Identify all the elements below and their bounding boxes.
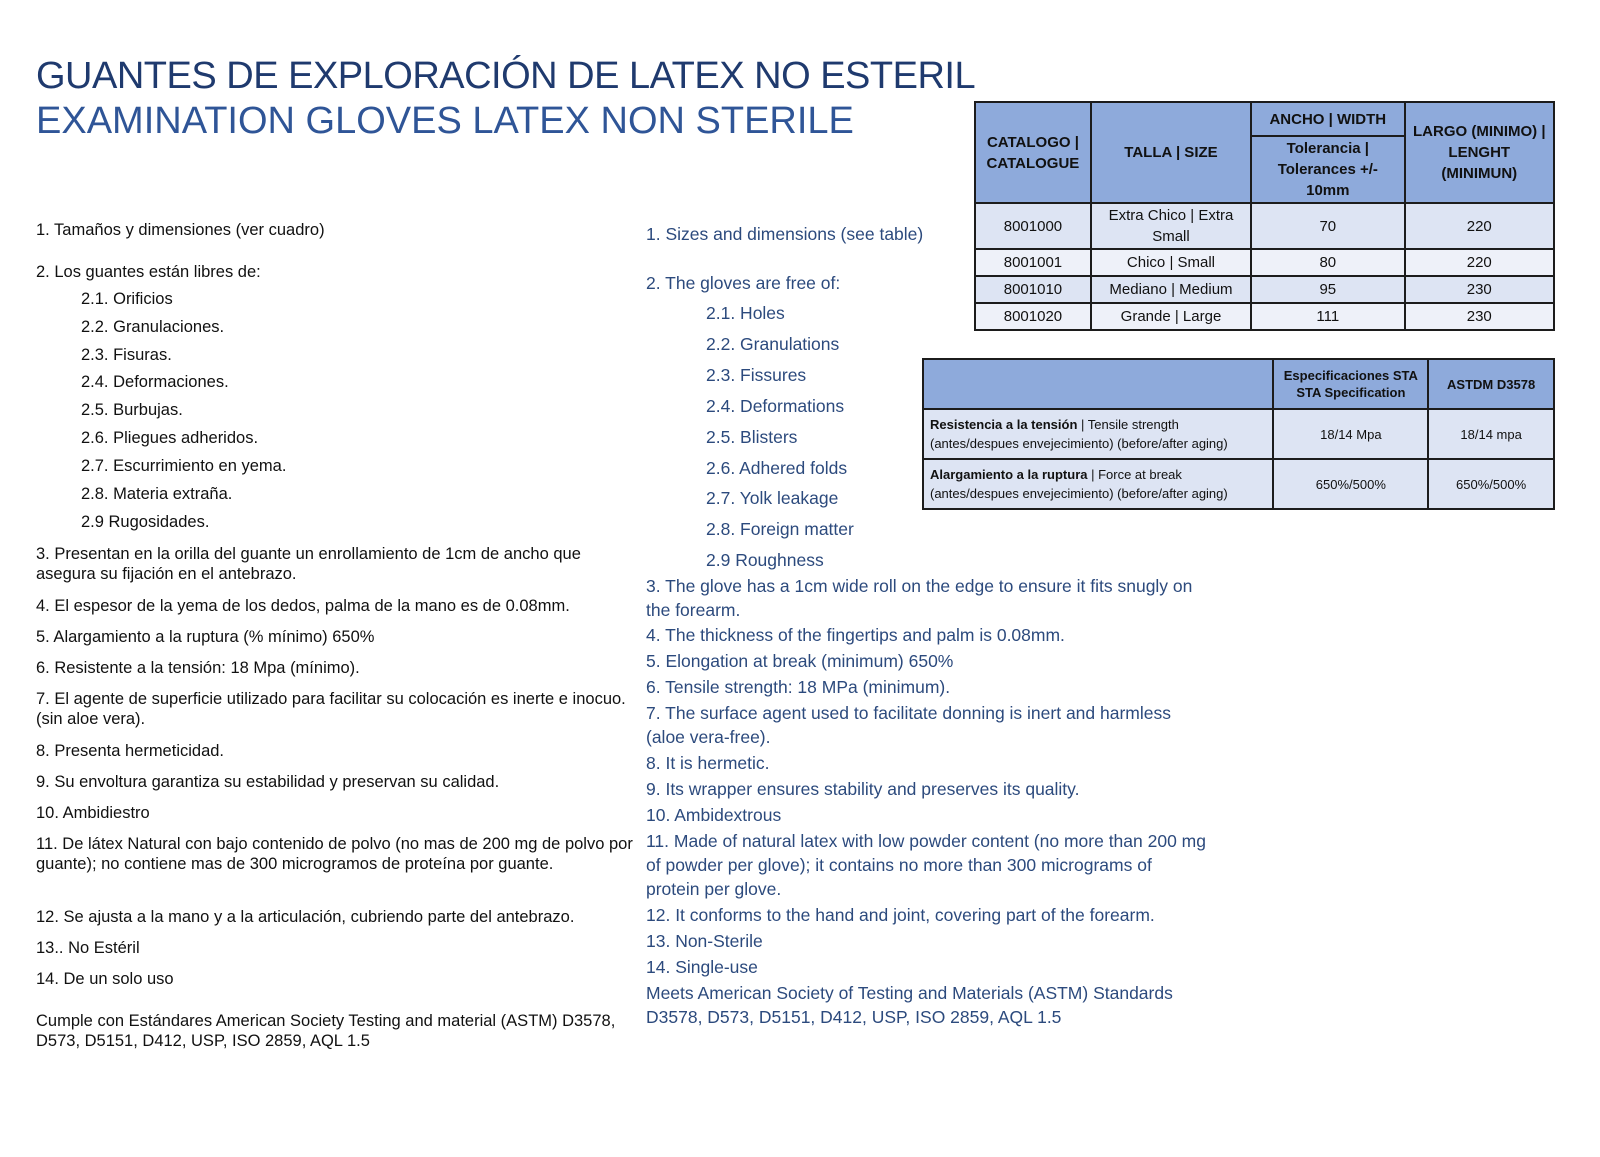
header-tolerance: Tolerancia | Tolerances +/- 10mm [1251,136,1404,203]
en-item-13: 13. Non-Sterile [646,931,763,951]
es-standards: Cumple con Estándares American Society Testing and material (ASTM) D3578, D573, D5151, D412, USP, ISO 2859, AQL 1.5 [36,1012,616,1050]
header-empty [923,359,1273,409]
es-item-13: 13.. No Estéril [36,939,140,957]
en-sub-item: 2.3. Fissures [706,365,807,385]
spec-label [923,409,1273,459]
es-item-2: 2. Los guantes están libres de: [36,263,261,281]
page-title: GUANTES DE EXPLORACIÓN DE LATEX NO ESTERIL [36,55,976,97]
astm-value: 650%/500% [1428,459,1554,509]
es-item-4: 4. El espesor de la yema de los dedos, palma de la mano es de 0.08mm. [36,597,570,615]
spec-label-rest: | Tensile strength [1077,417,1179,432]
width-cell: 80 [1251,249,1404,276]
en-item-2: 2. The gloves are free of: [646,273,841,293]
header-width: ANCHO | WIDTH [1251,102,1404,136]
es-item-9: 9. Su envoltura garantiza su estabilidad y preservan su calidad. [36,773,500,791]
size-cell: Mediano | Medium [1091,276,1251,303]
length-cell: 220 [1405,203,1554,249]
header-length: LARGO (MINIMO) | LENGHT (MINIMUN) [1405,102,1554,203]
en-item-11: 11. Made of natural latex with low powder content (no more than 200 mg of powder per glove); it contains no more than 300 micrograms of protein per glove. [646,831,1206,899]
astm-value: 18/14 mpa [1428,409,1554,459]
catalog-cell: 8001020 [975,303,1091,330]
length-cell: 230 [1405,276,1554,303]
en-item-3: 3. The glove has a 1cm wide roll on the edge to ensure it fits snugly on the forearm. [646,576,1193,620]
sta-value: 18/14 Mpa [1273,409,1428,459]
es-item-12: 12. Se ajusta a la mano y a la articulación, cubriendo parte del antebrazo. [36,908,575,926]
width-cell: 95 [1251,276,1404,303]
header-sta: Especificaciones STA STA Specification [1273,359,1428,409]
en-item-14: 14. Single-use [646,957,758,977]
en-sub-item: 2.7. Yolk leakage [706,488,839,508]
spec-label-rest: | Force at break [1087,467,1182,482]
en-item-12: 12. It conforms to the hand and joint, covering part of the forearm. [646,905,1155,925]
es-sub-item: 2.9 Rugosidades. [81,513,210,531]
spec-label-bold: Alargamiento a la ruptura [930,467,1088,482]
header-size: TALLA | SIZE [1091,102,1251,203]
es-item-7: 7. El agente de superficie utilizado para facilitar su colocación es inerte e inocuo.(sin aloe vera). [36,690,626,728]
length-cell: 220 [1405,249,1554,276]
es-item-10: 10. Ambidiestro [36,804,150,822]
catalog-cell: 8001001 [975,249,1091,276]
en-item-4: 4. The thickness of the fingertips and palm is 0.08mm. [646,625,1065,645]
es-sub-item: 2.2. Granulaciones. [81,318,225,336]
es-sub-item: 2.1. Orificios [81,290,173,308]
en-sub-item: 2.6. Adhered folds [706,458,848,478]
spec-label-bold: Resistencia a la tensión [930,417,1078,432]
es-item-8: 8. Presenta hermeticidad. [36,742,225,760]
spec-label [923,459,1273,509]
catalog-cell: 8001010 [975,276,1091,303]
width-cell: 70 [1251,203,1404,249]
header-catalog: CATALOGO | CATALOGUE [975,102,1091,203]
en-item-9: 9. Its wrapper ensures stability and preserves its quality. [646,779,1080,799]
table-row [975,249,1554,276]
table-row [923,409,1554,459]
en-sub-item: 2.9 Roughness [706,550,824,570]
es-sub-item: 2.7. Escurrimiento en yema. [81,457,287,475]
es-item-3: 3. Presentan en la orilla del guante un enrollamiento de 1cm de ancho que asegura su fijación en el antebrazo. [36,545,581,583]
table-row [975,276,1554,303]
table-row [975,203,1554,249]
en-item-6: 6. Tensile strength: 18 MPa (minimum). [646,677,951,697]
spec-label-line2: (antes/despues envejecimiento) (before/after aging) [930,486,1228,501]
header-astm: ASTDM D3578 [1428,359,1554,409]
size-table [974,101,1555,331]
en-sub-item: 2.1. Holes [706,303,785,323]
spec-table [922,358,1555,510]
en-item-5: 5. Elongation at break (minimum) 650% [646,651,954,671]
es-sub-item: 2.4. Deformaciones. [81,373,229,391]
en-item-7: 7. The surface agent used to facilitate donning is inert and harmless (aloe vera-free). [646,703,1171,747]
catalog-cell: 8001000 [975,203,1091,249]
size-cell: Grande | Large [1091,303,1251,330]
en-standards: Meets American Society of Testing and Materials (ASTM) Standards D3578, D573, D5151, D412, USP, ISO 2859, AQL 1.5 [646,983,1173,1027]
size-cell: Extra Chico | Extra Small [1091,203,1251,249]
en-item-10: 10. Ambidextrous [646,805,782,825]
es-item-11: 11. De látex Natural con bajo contenido de polvo (no mas de 200 mg de polvo por guante); no contiene mas de 300 microgramos de proteína por guante. [36,835,633,873]
sta-value: 650%/500% [1273,459,1428,509]
en-item-1: 1. Sizes and dimensions (see table) [646,224,924,244]
es-sub-item: 2.5. Burbujas. [81,401,183,419]
es-item-14: 14. De un solo uso [36,970,174,988]
width-cell: 111 [1251,303,1404,330]
size-cell: Chico | Small [1091,249,1251,276]
es-item-5: 5. Alargamiento a la ruptura (% mínimo) 650% [36,628,375,646]
page-subtitle: EXAMINATION GLOVES LATEX NON STERILE [36,100,854,142]
es-sub-item: 2.8. Materia extraña. [81,485,233,503]
table-row [975,303,1554,330]
en-sub-item: 2.4. Deformations [706,396,845,416]
en-sub-item: 2.8. Foreign matter [706,519,854,539]
table-row [923,459,1554,509]
es-item-6: 6. Resistente a la tensión: 18 Mpa (mínimo). [36,659,360,677]
es-item-1: 1. Tamaños y dimensiones (ver cuadro) [36,221,325,239]
en-sub-item: 2.5. Blisters [706,427,798,447]
es-sub-item: 2.6. Pliegues adheridos. [81,429,259,447]
en-item-8: 8. It is hermetic. [646,753,770,773]
es-sub-item: 2.3. Fisuras. [81,346,172,364]
spec-label-line2: (antes/despues envejecimiento) (before/after aging) [930,436,1228,451]
en-sub-item: 2.2. Granulations [706,334,840,354]
length-cell: 230 [1405,303,1554,330]
